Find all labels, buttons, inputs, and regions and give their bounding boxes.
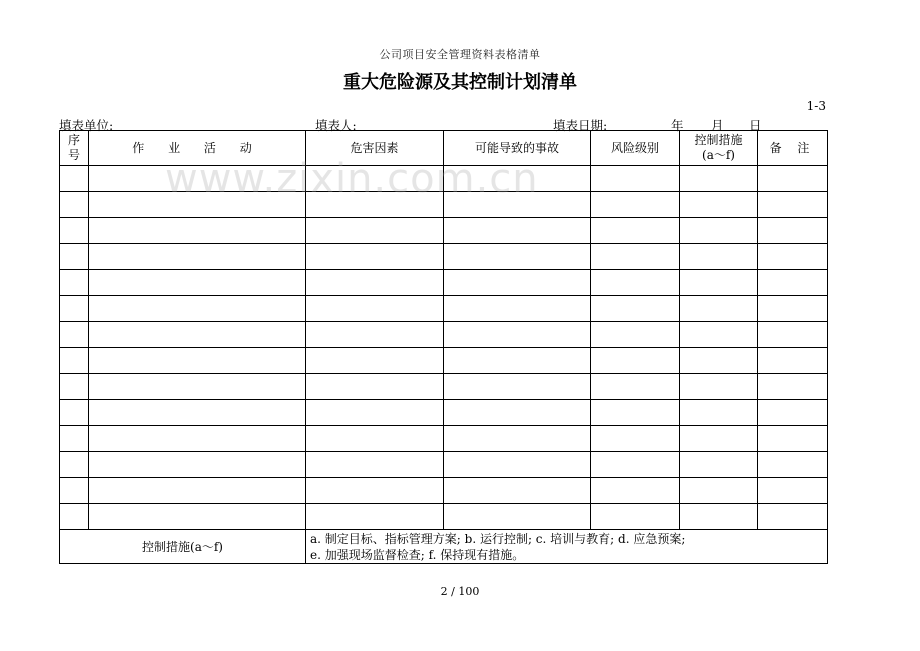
cell-measure[interactable] <box>680 192 758 218</box>
legend-line-2: e. 加强现场监督检查; f. 保持现有措施。 <box>310 547 525 562</box>
cell-remark[interactable] <box>758 218 828 244</box>
cell-hazard[interactable] <box>306 244 444 270</box>
cell-activity[interactable] <box>89 400 306 426</box>
col-control-measure <box>680 131 758 166</box>
hazard-control-table <box>59 130 828 564</box>
cell-hazard[interactable] <box>306 322 444 348</box>
cell-measure[interactable] <box>680 374 758 400</box>
cell-accident[interactable] <box>444 374 591 400</box>
table-body <box>60 166 828 530</box>
cell-seq[interactable] <box>60 504 89 530</box>
cell-measure[interactable] <box>680 426 758 452</box>
cell-hazard[interactable] <box>306 348 444 374</box>
table-row <box>60 192 828 218</box>
legend-line-1: a. 制定目标、指标管理方案; b. 运行控制; c. 培训与教育; d. 应急预案; <box>310 531 686 546</box>
cell-hazard[interactable] <box>306 504 444 530</box>
cell-risk[interactable] <box>591 270 680 296</box>
cell-activity[interactable] <box>89 504 306 530</box>
col-accident: 可能导致的事故 <box>444 131 591 166</box>
date-day: 日 <box>749 118 762 133</box>
cell-risk[interactable] <box>591 348 680 374</box>
table-header-row <box>60 131 828 166</box>
cell-activity[interactable] <box>89 322 306 348</box>
cell-risk[interactable] <box>591 192 680 218</box>
cell-activity[interactable] <box>89 348 306 374</box>
cell-remark[interactable] <box>758 270 828 296</box>
cell-remark[interactable] <box>758 452 828 478</box>
cell-seq[interactable] <box>60 166 89 192</box>
cell-accident[interactable] <box>444 296 591 322</box>
table-row <box>60 322 828 348</box>
cell-risk[interactable] <box>591 452 680 478</box>
cell-accident[interactable] <box>444 270 591 296</box>
cell-hazard[interactable] <box>306 452 444 478</box>
cell-measure[interactable] <box>680 504 758 530</box>
cell-accident[interactable] <box>444 400 591 426</box>
cell-accident[interactable] <box>444 478 591 504</box>
col-seq-line1: 序 <box>67 133 80 147</box>
cell-remark[interactable] <box>758 426 828 452</box>
cell-activity[interactable] <box>89 270 306 296</box>
cell-remark[interactable] <box>758 348 828 374</box>
cell-activity[interactable] <box>89 192 306 218</box>
cell-measure[interactable] <box>680 166 758 192</box>
cell-measure[interactable] <box>680 400 758 426</box>
col-measure-line2: (a～f) <box>702 148 735 162</box>
cell-seq[interactable] <box>60 478 89 504</box>
filler-label: 填表人: <box>315 118 357 133</box>
cell-accident[interactable] <box>444 244 591 270</box>
cell-risk[interactable] <box>591 400 680 426</box>
cell-activity[interactable] <box>89 426 306 452</box>
cell-risk[interactable] <box>591 504 680 530</box>
cell-remark[interactable] <box>758 192 828 218</box>
cell-risk[interactable] <box>591 478 680 504</box>
cell-accident[interactable] <box>444 426 591 452</box>
cell-activity[interactable] <box>89 218 306 244</box>
cell-seq[interactable] <box>60 400 89 426</box>
table-row <box>60 296 828 322</box>
col-risk-level: 风险级别 <box>591 131 680 166</box>
fill-date-label: 填表日期: <box>553 118 608 133</box>
cell-measure[interactable] <box>680 478 758 504</box>
cell-accident[interactable] <box>444 218 591 244</box>
page-header: 公司项目安全管理资料表格清单 <box>379 48 541 61</box>
col-hazard: 危害因素 <box>306 131 444 166</box>
cell-seq[interactable] <box>60 322 89 348</box>
cell-activity[interactable] <box>89 166 306 192</box>
table-row <box>60 426 828 452</box>
cell-measure[interactable] <box>680 218 758 244</box>
cell-risk[interactable] <box>591 296 680 322</box>
document-title: 重大危险源及其控制计划清单 <box>343 72 577 93</box>
cell-hazard[interactable] <box>306 400 444 426</box>
cell-measure[interactable] <box>680 244 758 270</box>
cell-remark[interactable] <box>758 400 828 426</box>
date-year: 年 <box>671 118 684 133</box>
cell-seq[interactable] <box>60 296 89 322</box>
cell-hazard[interactable] <box>306 374 444 400</box>
cell-seq[interactable] <box>60 192 89 218</box>
cell-activity[interactable] <box>89 374 306 400</box>
cell-accident[interactable] <box>444 192 591 218</box>
cell-hazard[interactable] <box>306 166 444 192</box>
cell-risk[interactable] <box>591 218 680 244</box>
cell-remark[interactable] <box>758 322 828 348</box>
cell-seq[interactable] <box>60 244 89 270</box>
cell-measure[interactable] <box>680 348 758 374</box>
legend-text <box>306 530 828 564</box>
cell-hazard[interactable] <box>306 218 444 244</box>
form-number: 1-3 <box>806 99 826 113</box>
legend-row <box>60 530 828 564</box>
fill-unit-label: 填表单位: <box>59 118 114 133</box>
table-row <box>60 270 828 296</box>
cell-activity[interactable] <box>89 244 306 270</box>
cell-risk[interactable] <box>591 166 680 192</box>
cell-risk[interactable] <box>591 426 680 452</box>
cell-remark[interactable] <box>758 504 828 530</box>
cell-seq[interactable] <box>60 348 89 374</box>
table-row <box>60 504 828 530</box>
cell-hazard[interactable] <box>306 192 444 218</box>
col-activity: 作 业 活 动 <box>89 131 306 166</box>
cell-seq[interactable] <box>60 270 89 296</box>
cell-remark[interactable] <box>758 374 828 400</box>
table-row <box>60 166 828 192</box>
table-row <box>60 374 828 400</box>
cell-measure[interactable] <box>680 296 758 322</box>
cell-risk[interactable] <box>591 244 680 270</box>
cell-hazard[interactable] <box>306 296 444 322</box>
cell-risk[interactable] <box>591 322 680 348</box>
cell-remark[interactable] <box>758 478 828 504</box>
cell-seq[interactable] <box>60 374 89 400</box>
cell-activity[interactable] <box>89 452 306 478</box>
cell-seq[interactable] <box>60 452 89 478</box>
cell-activity[interactable] <box>89 296 306 322</box>
table-row <box>60 244 828 270</box>
watermark: www.zixin.com.cn <box>165 156 539 202</box>
table-row <box>60 348 828 374</box>
cell-remark[interactable] <box>758 244 828 270</box>
col-seq <box>60 131 89 166</box>
cell-measure[interactable] <box>680 270 758 296</box>
cell-accident[interactable] <box>444 322 591 348</box>
page-number: 2 / 100 <box>440 585 480 598</box>
table-row <box>60 478 828 504</box>
cell-hazard[interactable] <box>306 478 444 504</box>
cell-accident[interactable] <box>444 452 591 478</box>
cell-accident[interactable] <box>444 166 591 192</box>
cell-measure[interactable] <box>680 452 758 478</box>
cell-hazard[interactable] <box>306 270 444 296</box>
cell-accident[interactable] <box>444 348 591 374</box>
table-row <box>60 218 828 244</box>
cell-seq[interactable] <box>60 426 89 452</box>
cell-remark[interactable] <box>758 166 828 192</box>
cell-accident[interactable] <box>444 504 591 530</box>
cell-hazard[interactable] <box>306 426 444 452</box>
table-row <box>60 400 828 426</box>
cell-remark[interactable] <box>758 296 828 322</box>
table-row <box>60 452 828 478</box>
cell-risk[interactable] <box>591 374 680 400</box>
col-measure-line1: 控制措施 <box>694 133 743 147</box>
col-remark: 备 注 <box>758 131 828 166</box>
date-month: 月 <box>711 118 724 133</box>
legend-label: 控制措施(a～f) <box>60 530 306 564</box>
cell-seq[interactable] <box>60 218 89 244</box>
cell-activity[interactable] <box>89 478 306 504</box>
col-seq-line2: 号 <box>67 148 80 162</box>
cell-measure[interactable] <box>680 322 758 348</box>
